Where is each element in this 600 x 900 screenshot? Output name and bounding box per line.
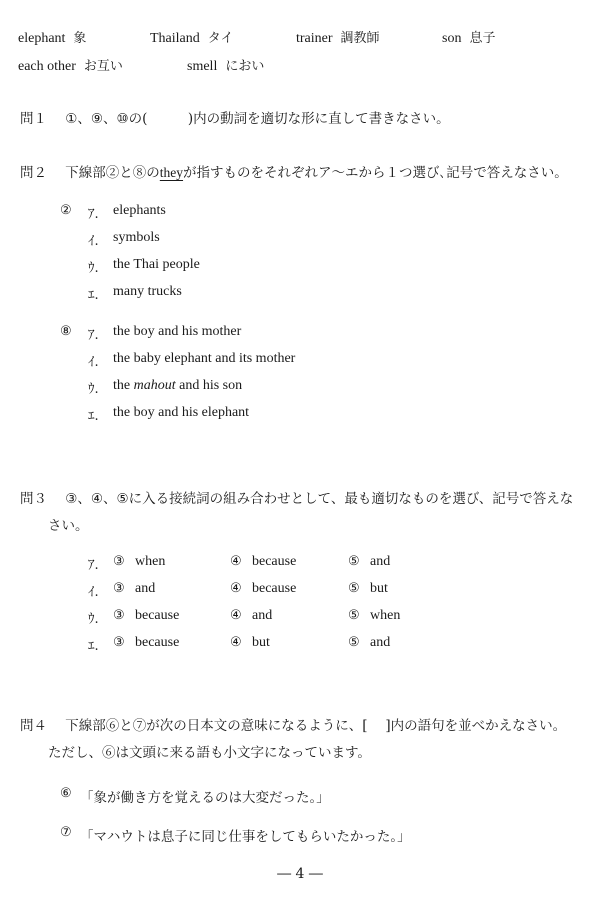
italic-word: mahout bbox=[133, 378, 176, 393]
vocab-item-son bbox=[442, 27, 495, 47]
vocab-en: son bbox=[442, 31, 462, 46]
option-text: the baby elephant and its mother bbox=[113, 351, 296, 366]
question-3-continued: さい。 bbox=[48, 518, 89, 534]
option-text: the Thai people bbox=[113, 257, 200, 272]
sentence-number: ⑦ bbox=[60, 825, 72, 840]
conjunction: because bbox=[135, 608, 180, 623]
question-text: ①、⑨、⑩の( )内の動詞を適切な形に直して書きなさい。 bbox=[65, 111, 450, 127]
question-text-before: 下線部②と⑧の bbox=[65, 165, 160, 181]
option-text-pre: the bbox=[113, 378, 131, 393]
question-label: 問４ bbox=[20, 718, 47, 734]
blank-number: ⑤ bbox=[348, 635, 360, 650]
vocab-en: each other bbox=[18, 59, 76, 74]
vocab-jp: 調教師 bbox=[340, 31, 380, 46]
blank-number: ⑤ bbox=[348, 554, 360, 569]
blank-number: ④ bbox=[230, 581, 242, 596]
vocab-jp: 象 bbox=[73, 31, 87, 46]
conjunction: when bbox=[135, 554, 166, 569]
question-3 bbox=[20, 487, 573, 507]
question-label: 問２ bbox=[20, 165, 47, 181]
option-mark: ｲ. bbox=[88, 355, 99, 370]
vocab-en: Thailand bbox=[150, 31, 200, 46]
japanese-sentence: 「象が働き方を覚えるのは大変だった。」 bbox=[80, 790, 330, 806]
blank-number: ③ bbox=[113, 608, 125, 623]
option-mark: ｳ. bbox=[88, 382, 99, 397]
conjunction: because bbox=[135, 635, 180, 650]
blank-number: ③ bbox=[113, 635, 125, 650]
option-mark: ｴ. bbox=[88, 288, 99, 303]
japanese-sentence: 「マハウトは息子に同じ仕事をしてもらいたかった。」 bbox=[80, 829, 411, 845]
conjunction: and bbox=[370, 635, 391, 650]
conjunction: because bbox=[252, 581, 297, 596]
option-text: elephants bbox=[113, 203, 166, 218]
vocab-item-elephant bbox=[18, 27, 86, 47]
option-text: the boy and his mother bbox=[113, 324, 242, 339]
conjunction: and bbox=[370, 554, 391, 569]
vocab-en: trainer bbox=[296, 31, 333, 46]
vocab-jp: 息子 bbox=[469, 31, 496, 46]
option-mark: ｳ. bbox=[88, 261, 99, 276]
vocab-item-smell bbox=[187, 55, 264, 75]
question-text: ③、④、⑤に入る接続詞の組み合わせとして、最も適切なものを選び、記号で答えな bbox=[65, 491, 574, 507]
option-mark: ｴ. bbox=[88, 409, 99, 424]
option-mark: ｱ. bbox=[88, 328, 99, 343]
page-number: ― 4 ― bbox=[277, 866, 323, 882]
option-mark: ｳ. bbox=[88, 612, 99, 627]
option-mark: ｱ. bbox=[88, 207, 99, 222]
conjunction: and bbox=[135, 581, 156, 596]
question-label: 問１ bbox=[20, 111, 47, 127]
sentence-number: ⑥ bbox=[60, 786, 72, 801]
option-text-post: and his son bbox=[179, 378, 243, 393]
blank-number: ④ bbox=[230, 608, 242, 623]
option-text: symbols bbox=[113, 230, 160, 245]
vocab-item-trainer bbox=[296, 27, 380, 47]
vocab-jp: お互い bbox=[83, 59, 123, 74]
blank-number: ③ bbox=[113, 581, 125, 596]
question-label: 問３ bbox=[20, 491, 47, 507]
option-text: the boy and his elephant bbox=[113, 405, 250, 420]
blank-number: ③ bbox=[113, 554, 125, 569]
option-mark: ｴ. bbox=[88, 639, 99, 654]
conjunction: and bbox=[252, 608, 273, 623]
blank-number: ⑤ bbox=[348, 581, 360, 596]
conjunction: but bbox=[370, 581, 388, 596]
option-mark: ｱ. bbox=[88, 558, 99, 573]
conjunction: when bbox=[370, 608, 401, 623]
question-text-after: が指すものをそれぞれア～エから１つ選び､記号で答えなさい。 bbox=[183, 165, 568, 181]
question-text: 下線部⑥と⑦が次の日本文の意味になるように、[ ]内の語句を並べかえなさい。 bbox=[65, 718, 567, 734]
vocab-en: smell bbox=[187, 59, 218, 74]
option-text: many trucks bbox=[113, 284, 182, 299]
option-group-number: ⑧ bbox=[60, 324, 72, 339]
question-4 bbox=[20, 714, 566, 734]
conjunction: but bbox=[252, 635, 270, 650]
vocab-item-each-other bbox=[18, 55, 123, 75]
blank-number: ④ bbox=[230, 635, 242, 650]
question-1 bbox=[20, 107, 450, 127]
question-4-continued: ただし、⑥は文頭に来る語も小文字になっています。 bbox=[48, 745, 371, 761]
blank-number: ⑤ bbox=[348, 608, 360, 623]
option-mark: ｲ. bbox=[88, 234, 99, 249]
conjunction: because bbox=[252, 554, 297, 569]
vocab-jp: におい bbox=[225, 59, 265, 74]
vocab-item-thailand bbox=[150, 27, 234, 47]
option-group-number: ② bbox=[60, 203, 72, 218]
option-text bbox=[113, 378, 242, 394]
vocab-en: elephant bbox=[18, 31, 66, 46]
question-2 bbox=[20, 161, 568, 181]
vocab-jp: タイ bbox=[207, 31, 234, 46]
blank-number: ④ bbox=[230, 554, 242, 569]
option-mark: ｲ. bbox=[88, 585, 99, 600]
underlined-word: they bbox=[159, 165, 184, 180]
